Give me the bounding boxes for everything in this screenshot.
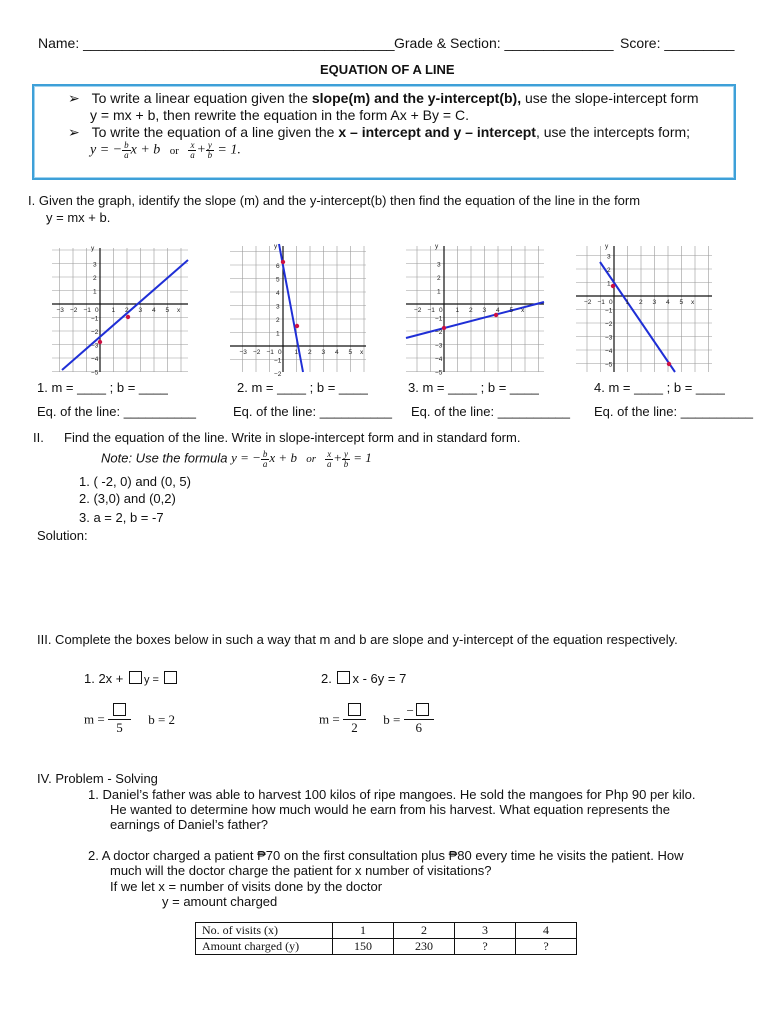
table-cell: 230 <box>394 939 455 955</box>
visits-table <box>195 922 577 955</box>
item-3-equation: Eq. of the line: __________ <box>411 404 571 419</box>
answer-box[interactable] <box>129 671 142 684</box>
table-header-cell: 1 <box>333 923 394 939</box>
graph-3-y-tick-label: 3 <box>437 261 441 269</box>
answer-box[interactable] <box>416 703 429 716</box>
graph-3-y-tick-label: 2 <box>437 275 441 282</box>
grade-section-label: Grade & Section: ______________ <box>394 35 614 51</box>
graph-3-x-tick-label: −1 <box>427 307 435 314</box>
graph-4-x-axis-label: x <box>691 299 695 306</box>
item-2-slope-intercept: 2. m = ____ ; b = ____ <box>237 380 368 395</box>
table-header-cell: No. of visits (x) <box>196 923 333 939</box>
section2-note: Note: Use the formula y = − $\frac{b}{a}$ x + b or $\frac{x}{a}$ + $\frac{y}{b}$ = 1 <box>101 449 372 469</box>
problem-2-line-3: If we let x = number of visits done by the doctor <box>110 879 383 894</box>
graph-1-point-a <box>98 340 102 344</box>
graph-2-x-tick-label: 3 <box>321 349 326 356</box>
graph-4-y-tick-label: −5 <box>605 361 613 369</box>
graph-4-x-tick-label: 1 <box>625 299 630 306</box>
section2-heading: Find the equation of the line. Write in slope-intercept form and in standard form. <box>64 430 521 445</box>
answer-box[interactable] <box>113 703 126 716</box>
graph-1-x-tick-label: −3 <box>56 307 64 314</box>
graph-1-y-tick-label: −3 <box>91 342 99 350</box>
section2-item-2: 2. (3,0) and (0,2) <box>79 491 176 506</box>
section1-graphs <box>0 0 768 380</box>
graph-1-line <box>62 260 188 370</box>
graph-2-x-tick-label: 2 <box>308 349 312 356</box>
name-field-label: Name: ________________________________________ <box>38 35 395 51</box>
problem-1-line-1: 1. Daniel’s father was able to harvest 100 kilos of ripe mangoes. He sold the mangoes for Php 90 per kilo. <box>88 787 696 802</box>
graph-4-y-tick-label: −1 <box>605 307 613 315</box>
problem-2-line-1: 2. A doctor charged a patient ₱70 on the first consultation plus ₱80 every time he visits the patient. How <box>88 848 684 863</box>
graph-2-y-tick-label: 2 <box>276 317 280 324</box>
graph-3-x-tick-label: −2 <box>414 307 422 314</box>
graph-1-point-b <box>126 315 130 319</box>
bullet-icon: ➢ <box>68 124 80 140</box>
table-header-cell: 2 <box>394 923 455 939</box>
section2-solution-label: Solution: <box>37 528 88 543</box>
problem-2-line-4: y = amount charged <box>162 894 278 909</box>
table-row <box>196 923 577 939</box>
graph-2-y-tick-label: 1 <box>276 330 280 338</box>
graph-2-point-b <box>295 324 299 328</box>
graph-3-x-tick-label: 1 <box>455 307 460 314</box>
page-title: EQUATION OF A LINE <box>320 62 455 77</box>
item-2-equation: Eq. of the line: __________ <box>233 404 393 419</box>
graph-2-y-tick-label: −2 <box>274 371 282 378</box>
note-line-3: ➢ To write the equation of a line given the x – intercept and y – intercept, use the intercepts form; <box>68 124 691 140</box>
table-header-cell: 4 <box>516 923 577 939</box>
graph-3-y-tick-label: −5 <box>435 369 443 377</box>
graph-3-x-tick-label: 2 <box>469 307 473 314</box>
graph-4-x-tick-label: 3 <box>652 299 657 306</box>
score-label: Score: _________ <box>620 35 735 51</box>
graph-3-x-tick-label: 0 <box>439 307 443 314</box>
graph-4 <box>576 246 712 372</box>
graph-3-x-axis-label: x <box>521 307 525 314</box>
table-cell: ? <box>455 939 516 955</box>
table-cell: Amount charged (y) <box>196 939 333 955</box>
graph-3-y-tick-label: −3 <box>435 342 443 350</box>
section1-instruction-cont: y = mx + b. <box>46 210 111 225</box>
graph-1-x-axis-label: x <box>177 307 181 314</box>
section3-problem-1-fraction: m = 5 b = 2 <box>84 703 175 736</box>
answer-box[interactable] <box>337 671 350 684</box>
graph-2-x-tick-label: 4 <box>335 349 339 356</box>
graph-1-y-tick-label: −5 <box>91 369 99 377</box>
graph-4-y-tick-label: −3 <box>605 334 613 342</box>
intercept-formula: y = − $\frac{b}{a}$ x + b or $\frac{x}{a}$ + $\frac{y}{b}$ = 1. <box>90 140 241 160</box>
graph-2-x-tick-label: −3 <box>239 349 247 356</box>
graph-2-x-tick-label: −1 <box>266 349 274 356</box>
table-cell: 150 <box>333 939 394 955</box>
graph-4-line <box>597 262 675 372</box>
note-line-2: y = mx + b, then rewrite the equation in the form Ax + By = C. <box>90 107 469 123</box>
section2-item-1: 1. ( -2, 0) and (0, 5) <box>79 474 191 489</box>
graph-1-y-axis-label: y <box>91 245 95 252</box>
graph-1-x-tick-label: 5 <box>165 307 170 314</box>
graph-4-x-tick-label: 2 <box>639 299 643 306</box>
graph-3-point-a <box>442 326 446 330</box>
graph-3-y-tick-label: −2 <box>435 329 443 336</box>
graph-1-x-tick-label: 2 <box>125 307 129 314</box>
graph-1-x-tick-label: 0 <box>95 307 99 314</box>
graph-4-x-tick-label: −1 <box>597 299 605 306</box>
graph-4-y-tick-label: 1 <box>607 280 611 288</box>
graph-4-y-tick-label: −4 <box>605 348 613 355</box>
graph-1-y-tick-label: −1 <box>91 315 99 323</box>
graph-4-y-axis-label: y <box>605 243 609 250</box>
problem-1-line-3: earnings of Daniel’s father? <box>110 817 269 832</box>
graph-1-y-tick-label: 1 <box>93 288 97 296</box>
graph-2-x-axis-label: x <box>360 349 364 356</box>
graph-2-x-tick-label: 0 <box>278 349 282 356</box>
table-row <box>196 939 577 955</box>
graph-2-y-tick-label: 6 <box>276 263 280 270</box>
item-1-slope-intercept: 1. m = ____ ; b = ____ <box>37 380 168 395</box>
graph-3-y-tick-label: 1 <box>437 288 441 296</box>
graph-2-point-a <box>281 260 285 264</box>
item-4-equation: Eq. of the line: __________ <box>594 404 754 419</box>
graph-1-x-tick-label: 1 <box>111 307 116 314</box>
graph-1-y-tick-label: −2 <box>91 329 99 336</box>
problem-2-line-2: much will the doctor charge the patient for x number of visitations? <box>110 863 492 878</box>
graph-4-point-a <box>611 284 615 288</box>
graph-2-x-tick-label: 1 <box>294 349 299 356</box>
graph-2-y-tick-label: −1 <box>274 357 282 365</box>
graph-2-x-tick-label: 5 <box>348 349 353 356</box>
graph-4-y-tick-label: 2 <box>607 267 611 274</box>
graph-3-x-tick-label: 4 <box>496 307 500 314</box>
answer-box[interactable] <box>164 671 177 684</box>
graph-1-y-tick-label: −4 <box>91 356 99 363</box>
graph-1-x-tick-label: −2 <box>70 307 78 314</box>
graph-1-x-tick-label: 3 <box>138 307 143 314</box>
table-cell: ? <box>516 939 577 955</box>
graph-3-y-tick-label: −1 <box>435 315 443 323</box>
bullet-icon: ➢ <box>68 90 80 106</box>
graph-2-y-tick-label: 5 <box>276 276 280 284</box>
item-1-equation: Eq. of the line: __________ <box>37 404 197 419</box>
section3-heading: III. Complete the boxes below in such a way that m and b are slope and y-intercept of the equation respectively. <box>37 632 678 647</box>
graph-4-x-tick-label: 4 <box>666 299 670 306</box>
graph-1-y-tick-label: 3 <box>93 261 97 269</box>
section2-item-3: 3. a = 2, b = -7 <box>79 510 164 525</box>
item-4-slope-intercept: 4. m = ____ ; b = ____ <box>594 380 725 395</box>
answer-box[interactable] <box>348 703 361 716</box>
graph-3-x-tick-label: 3 <box>482 307 487 314</box>
graph-3-y-tick-label: −4 <box>435 356 443 363</box>
section3-problem-1: 1. 2x + y = <box>84 671 179 686</box>
graph-2-y-tick-label: 4 <box>276 290 280 297</box>
item-3-slope-intercept: 3. m = ____ ; b = ____ <box>408 380 539 395</box>
graph-4-point-b <box>667 362 671 366</box>
graph-2-x-tick-label: −2 <box>253 349 261 356</box>
graph-2-y-axis-label: y <box>274 243 278 250</box>
table-header-cell: 3 <box>455 923 516 939</box>
graph-1-x-tick-label: 4 <box>152 307 156 314</box>
graph-4-x-tick-label: 5 <box>679 299 684 306</box>
section3-problem-2: 2. x - 6y = 7 <box>321 671 407 686</box>
graph-1-x-tick-label: −1 <box>83 307 91 314</box>
section3-problem-2-fraction: m = 2 b = $\frac{-}{6}$ <box>319 703 434 736</box>
problem-1-line-2: He wanted to determine how much would he earn from his harvest. What equation represents the <box>110 802 671 817</box>
graph-4-y-tick-label: 3 <box>607 253 611 261</box>
section2-number: II. <box>33 430 44 445</box>
graph-3-x-tick-label: 5 <box>509 307 514 314</box>
graph-4-y-tick-label: −2 <box>605 321 613 328</box>
note-line-1: ➢ To write a linear equation given the slope(m) and the y-intercept(b), use the slope-intercept form <box>68 90 699 106</box>
section4-heading: IV. Problem - Solving <box>37 771 158 786</box>
section1-instruction: I. Given the graph, identify the slope (m) and the y-intercept(b) then find the equation of the line in the form <box>28 193 641 208</box>
graph-2-y-tick-label: 3 <box>276 303 280 311</box>
graph-1-y-tick-label: 2 <box>93 275 97 282</box>
graph-4-x-tick-label: 0 <box>609 299 613 306</box>
graph-3-y-axis-label: y <box>435 243 439 250</box>
graph-4-x-tick-label: −2 <box>584 299 592 306</box>
